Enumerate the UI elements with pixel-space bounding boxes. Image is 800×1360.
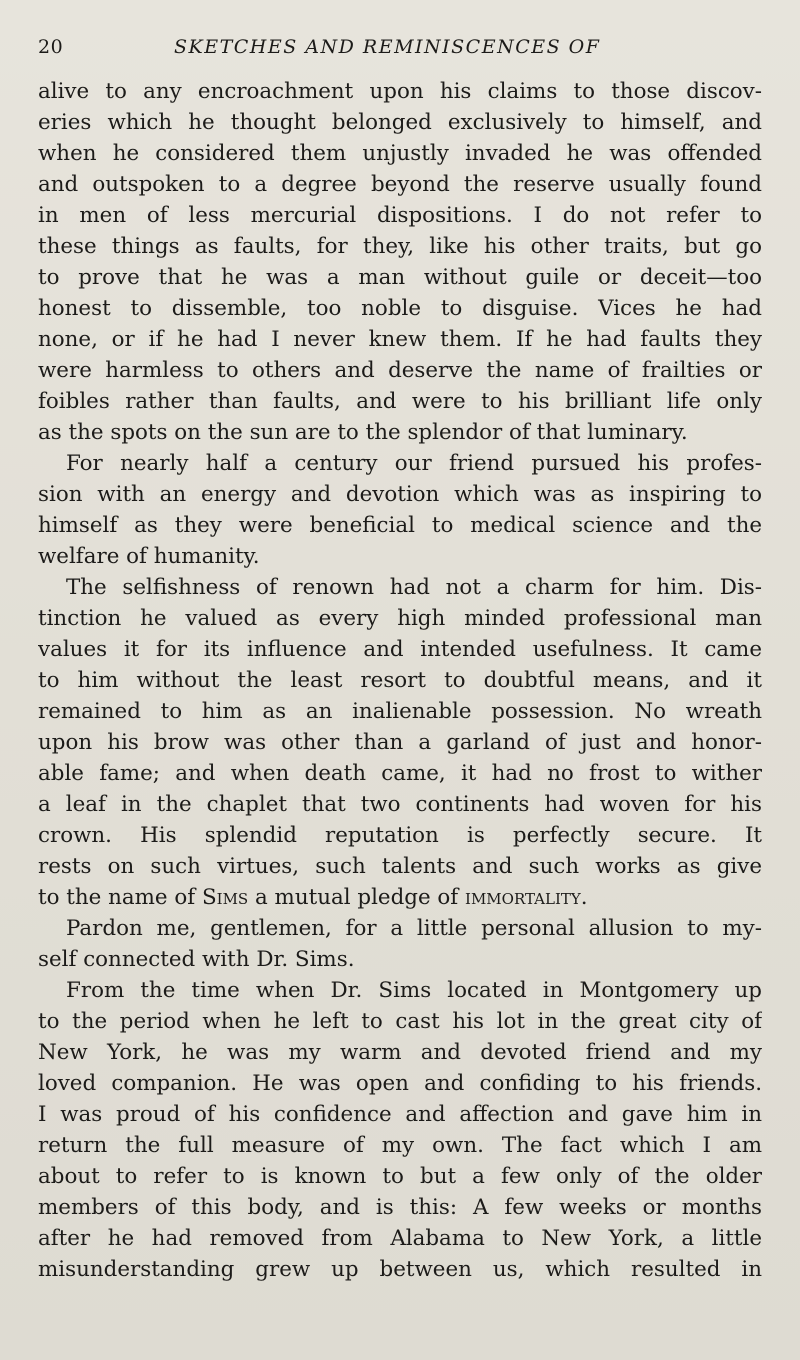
text-line: about to refer to is known to but a few only of the older — [38, 1164, 762, 1189]
text-line: For nearly half a century our friend pursued his profes- — [66, 451, 762, 476]
text-line: eries which he thought belonged exclusively to himself, and — [38, 110, 762, 135]
text-line: self connected with Dr. Sims. — [38, 947, 355, 972]
text-line: crown. His splendid reputation is perfectly secure. It — [38, 823, 762, 848]
text-line: values it for its influence and intended usefulness. It came — [38, 637, 762, 662]
text-line: welfare of humanity. — [38, 544, 260, 569]
text-line: a leaf in the chaplet that two continents had woven for his — [38, 792, 762, 817]
text-line: sion with an energy and devotion which was as inspiring to — [38, 482, 762, 507]
text-line: loved companion. He was open and confiding to his friends. — [38, 1071, 762, 1096]
text-line: to the period when he left to cast his lot in the great city of — [38, 1009, 762, 1034]
text-line: when he considered them unjustly invaded he was offended — [38, 141, 762, 166]
page-number: 20 — [38, 36, 64, 58]
text-line: none, or if he had I never knew them. If he had faults they — [38, 327, 762, 352]
text-line: The selfishness of renown had not a charm for him. Dis- — [66, 575, 762, 600]
text-line: upon his brow was other than a garland of just and honor- — [38, 730, 762, 755]
text-line: remained to him as an inalienable possession. No wreath — [38, 699, 762, 724]
text-line: and outspoken to a degree beyond the reserve usually found — [38, 172, 762, 197]
text-line: Pardon me, gentlemen, for a little personal allusion to my- — [66, 916, 762, 941]
text-line: were harmless to others and deserve the name of frailties or — [38, 358, 762, 383]
text-line: these things as faults, for they, like his other traits, but go — [38, 234, 762, 259]
text-line: tinction he valued as every high minded professional man — [38, 606, 762, 631]
running-head — [38, 36, 762, 70]
running-title: SKETCHES AND REMINISCENCES OF — [174, 36, 601, 58]
text-line: after he had removed from Alabama to New York, a little — [38, 1226, 762, 1251]
text-line: rests on such virtues, such talents and such works as give — [38, 854, 762, 879]
text-line: honest to dissemble, too noble to disguise. Vices he had — [38, 296, 762, 321]
body-text — [38, 76, 762, 1285]
text-line: as the spots on the sun are to the splendor of that luminary. — [38, 420, 688, 445]
text-line: to prove that he was a man without guile or deceit—too — [38, 265, 762, 290]
text-line: alive to any encroachment upon his claims to those discov- — [38, 79, 762, 104]
text-line: able fame; and when death came, it had no frost to wither — [38, 761, 762, 786]
text-line: misunderstanding grew up between us, which resulted in — [38, 1257, 762, 1282]
text-line: foibles rather than faults, and were to his brilliant life only — [38, 389, 762, 414]
text-line: I was proud of his confidence and affection and gave him in — [38, 1102, 762, 1127]
text-line: to him without the least resort to doubtful means, and it — [38, 668, 762, 693]
text-line: himself as they were beneficial to medical science and the — [38, 513, 762, 538]
text-line: New York, he was my warm and devoted friend and my — [38, 1040, 762, 1065]
text-line: From the time when Dr. Sims located in Montgomery up — [66, 978, 762, 1003]
text-line: to the name of Sims a mutual pledge of immortality. — [38, 885, 588, 910]
text-line: members of this body, and is this: A few weeks or months — [38, 1195, 762, 1220]
text-line: return the full measure of my own. The fact which I am — [38, 1133, 762, 1158]
text-line: in men of less mercurial dispositions. I do not refer to — [38, 203, 762, 228]
